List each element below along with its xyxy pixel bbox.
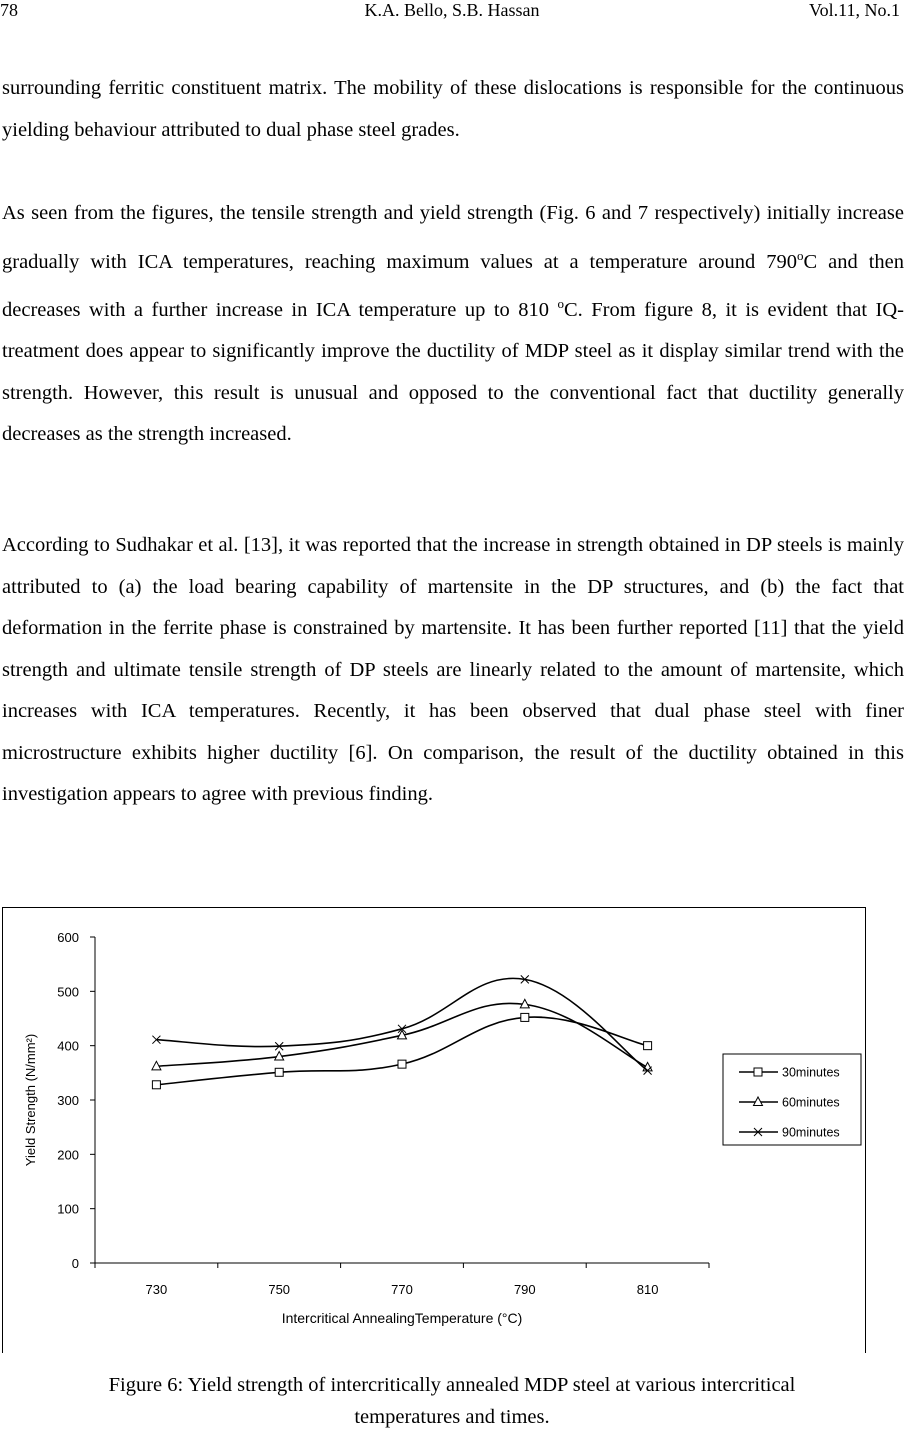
x-tick-label: 770 (391, 1282, 413, 1297)
y-ticks (57, 930, 95, 1271)
series-line-30minutes (156, 1017, 647, 1085)
y-tick-label: 400 (57, 1038, 79, 1054)
caption-line-1: Figure 6: Yield strength of intercritically annealed MDP steel at various intercritical (108, 1374, 796, 1396)
series-line-90minutes (156, 978, 647, 1070)
paragraph-3: According to Sudhakar et al. [13], it was reported that the increase in strength obtained in DP steels is mainly attributed to (a) the load bearing capability of martensite in the DP structures, and (b) the fact that deformation in the ferrite phase is constrained by martensite. It has been further reported [11] that the yield strength and ultimate tensile strength of DP steels are linearly related to the amount of martensite, which increases with ICA temperatures. Recently, it has been observed that dual phase steel with finer microstructure exhibits higher ductility [6]. On comparison, the result of the ductility obtained in this investigation appears to agree with previous finding. (2, 534, 904, 805)
paragraph-2 (2, 193, 904, 456)
x-tick-label: 750 (268, 1282, 291, 1297)
data-point-30minutes (644, 1042, 652, 1050)
figure-6 (2, 907, 866, 1353)
series-lines (152, 975, 652, 1088)
data-point-30minutes (521, 1013, 529, 1021)
yield-strength-chart (2, 907, 866, 1353)
legend-label-90minutes: 90minutes (782, 1125, 840, 1140)
x-axis-label: Intercritical AnnealingTemperature (°C) (281, 1310, 523, 1326)
x-tick-label: 730 (145, 1282, 168, 1297)
y-tick-label: 500 (57, 984, 79, 1000)
y-tick-label: 200 (57, 1147, 79, 1163)
y-axis-label: Yield Strength (N/mm²) (23, 1033, 38, 1167)
page-number: 78 (0, 0, 18, 20)
paragraph-2-part-c: C. From figure 8, it is evident that IQ-treatment does appear to significantly improve the ductility of MDP steel as it display similar trend with the strength. However, this result is unusual and opposed to the conventional fact that ductility generally decreases as the strength increased. (2, 298, 904, 446)
x-tick-label: 810 (636, 1282, 659, 1297)
y-tick-label: 300 (57, 1093, 79, 1108)
data-point-30minutes (275, 1068, 283, 1076)
figure-caption (0, 1369, 904, 1433)
paragraph-2-part-b: C and then decreases with a further increase in ICA temperature up to 810 (2, 250, 904, 321)
header-authors: K.A. Bello, S.B. Hassan (364, 0, 540, 20)
x-ticks (95, 1263, 709, 1297)
legend-label-60minutes: 60minutes (782, 1095, 840, 1110)
y-tick-label: 0 (71, 1256, 79, 1271)
legend-label-30minutes: 30minutes (782, 1065, 840, 1080)
data-point-30minutes (152, 1081, 160, 1089)
page-header (0, 0, 904, 24)
legend-marker-30minutes (754, 1068, 762, 1076)
legend (723, 1054, 861, 1145)
y-tick-label: 100 (57, 1201, 79, 1217)
x-tick-label: 790 (513, 1282, 536, 1297)
y-tick-label: 600 (57, 930, 79, 945)
caption-line-2: temperatures and times. (354, 1406, 550, 1428)
data-point-30minutes (398, 1060, 406, 1068)
paragraph-1: surrounding ferritic constituent matrix. The mobility of these dislocations is responsible for the continuous yielding behaviour attributed to dual phase steel grades. (2, 77, 904, 141)
data-point-60minutes (643, 1062, 652, 1071)
header-volume: Vol.11, No.1 (808, 0, 900, 20)
degree-superscript: o (557, 295, 564, 311)
degree-superscript: o (797, 247, 804, 263)
paragraph-2-part-a: As seen from the figures, the tensile strength and yield strength (Fig. 6 and 7 respectively) initially increase gradually with ICA temperatures, reaching maximum values at a temperature around 790 (2, 202, 904, 273)
